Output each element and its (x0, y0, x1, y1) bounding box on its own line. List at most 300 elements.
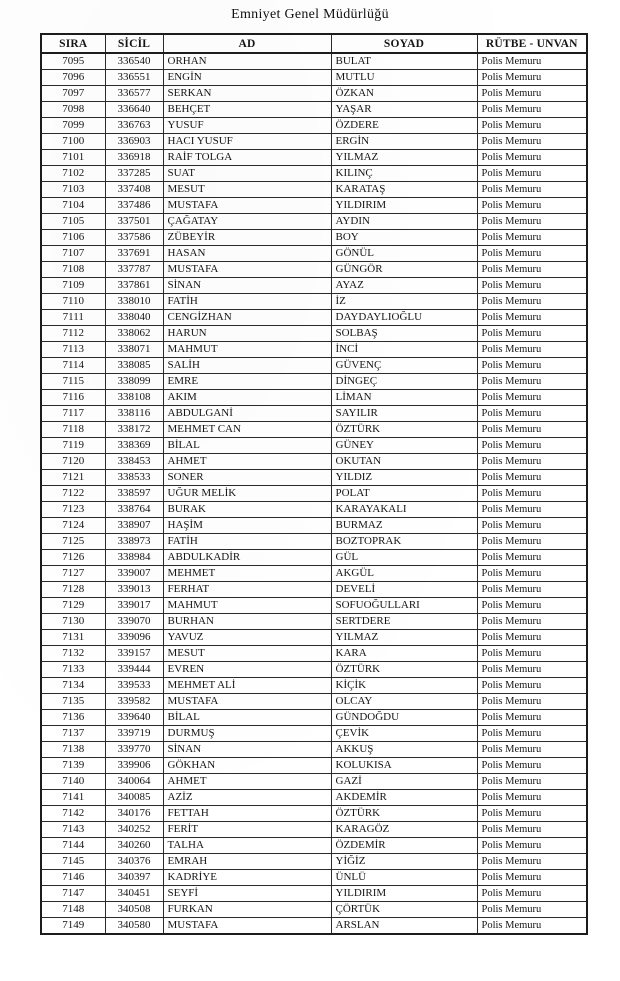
table-body (41, 53, 587, 934)
table-row (41, 470, 587, 486)
table-row (41, 53, 587, 70)
cell-sicil: 337408 (105, 182, 163, 198)
cell-soyad: ÖZTÜRK (331, 422, 477, 438)
cell-sicil: 337586 (105, 230, 163, 246)
cell-rutbe: Polis Memuru (477, 678, 587, 694)
table-row (41, 870, 587, 886)
cell-sira: 7114 (41, 358, 105, 374)
cell-sira: 7103 (41, 182, 105, 198)
table-row (41, 326, 587, 342)
cell-rutbe: Polis Memuru (477, 790, 587, 806)
cell-rutbe: Polis Memuru (477, 166, 587, 182)
cell-ad: AKIM (163, 390, 331, 406)
table-row (41, 278, 587, 294)
cell-sira: 7148 (41, 902, 105, 918)
column-header-sira: SIRA (41, 34, 105, 53)
cell-ad: AHMET (163, 774, 331, 790)
cell-soyad: ÇÖRTÜK (331, 902, 477, 918)
cell-ad: HARUN (163, 326, 331, 342)
cell-ad: GÖKHAN (163, 758, 331, 774)
cell-sira: 7142 (41, 806, 105, 822)
cell-ad: FATİH (163, 534, 331, 550)
cell-sicil: 339719 (105, 726, 163, 742)
cell-sicil: 340260 (105, 838, 163, 854)
cell-soyad: İZ (331, 294, 477, 310)
cell-soyad: SOLBAŞ (331, 326, 477, 342)
cell-soyad: OKUTAN (331, 454, 477, 470)
cell-soyad: BOZTOPRAK (331, 534, 477, 550)
table-row (41, 502, 587, 518)
table-row (41, 678, 587, 694)
cell-soyad: YILDIRIM (331, 198, 477, 214)
cell-rutbe: Polis Memuru (477, 918, 587, 935)
table-row (41, 918, 587, 935)
cell-sira: 7138 (41, 742, 105, 758)
cell-ad: FERHAT (163, 582, 331, 598)
cell-ad: SONER (163, 470, 331, 486)
cell-soyad: DİNGEÇ (331, 374, 477, 390)
cell-sira: 7127 (41, 566, 105, 582)
cell-ad: MEHMET (163, 566, 331, 582)
column-header-rutbe: RÜTBE - UNVAN (477, 34, 587, 53)
cell-sira: 7145 (41, 854, 105, 870)
cell-sira: 7095 (41, 53, 105, 70)
cell-ad: RAİF TOLGA (163, 150, 331, 166)
cell-rutbe: Polis Memuru (477, 326, 587, 342)
table-row (41, 246, 587, 262)
cell-sira: 7098 (41, 102, 105, 118)
cell-rutbe: Polis Memuru (477, 230, 587, 246)
cell-ad: ABDULKADİR (163, 550, 331, 566)
cell-rutbe: Polis Memuru (477, 406, 587, 422)
cell-sicil: 338453 (105, 454, 163, 470)
cell-ad: YUSUF (163, 118, 331, 134)
cell-sicil: 339533 (105, 678, 163, 694)
cell-soyad: KARATAŞ (331, 182, 477, 198)
cell-sicil: 340085 (105, 790, 163, 806)
table-row (41, 422, 587, 438)
cell-rutbe: Polis Memuru (477, 662, 587, 678)
table-row (41, 774, 587, 790)
table-row (41, 886, 587, 902)
cell-rutbe: Polis Memuru (477, 694, 587, 710)
cell-sira: 7121 (41, 470, 105, 486)
cell-soyad: AKGÜL (331, 566, 477, 582)
cell-sicil: 339906 (105, 758, 163, 774)
cell-ad: SUAT (163, 166, 331, 182)
table-row (41, 726, 587, 742)
cell-soyad: ÖZDEMİR (331, 838, 477, 854)
table-row (41, 182, 587, 198)
cell-sira: 7112 (41, 326, 105, 342)
cell-soyad: ÇEVİK (331, 726, 477, 742)
cell-rutbe: Polis Memuru (477, 102, 587, 118)
cell-sira: 7105 (41, 214, 105, 230)
cell-ad: YAVUZ (163, 630, 331, 646)
cell-sicil: 336640 (105, 102, 163, 118)
cell-rutbe: Polis Memuru (477, 534, 587, 550)
cell-sicil: 338116 (105, 406, 163, 422)
cell-sira: 7107 (41, 246, 105, 262)
cell-rutbe: Polis Memuru (477, 838, 587, 854)
cell-ad: FURKAN (163, 902, 331, 918)
cell-soyad: KILINÇ (331, 166, 477, 182)
cell-sicil: 340397 (105, 870, 163, 886)
cell-sicil: 339013 (105, 582, 163, 598)
cell-ad: SİNAN (163, 278, 331, 294)
cell-ad: MAHMUT (163, 342, 331, 358)
cell-sicil: 339582 (105, 694, 163, 710)
cell-rutbe: Polis Memuru (477, 70, 587, 86)
cell-ad: FERİT (163, 822, 331, 838)
cell-sicil: 339770 (105, 742, 163, 758)
cell-sicil: 337787 (105, 262, 163, 278)
cell-soyad: GÜL (331, 550, 477, 566)
cell-soyad: MUTLU (331, 70, 477, 86)
cell-rutbe: Polis Memuru (477, 374, 587, 390)
cell-soyad: ÖZDERE (331, 118, 477, 134)
cell-rutbe: Polis Memuru (477, 278, 587, 294)
cell-soyad: GÜNDOĞDU (331, 710, 477, 726)
table-row (41, 310, 587, 326)
cell-sira: 7144 (41, 838, 105, 854)
table-row (41, 854, 587, 870)
cell-sicil: 338973 (105, 534, 163, 550)
cell-rutbe: Polis Memuru (477, 870, 587, 886)
cell-sira: 7147 (41, 886, 105, 902)
table-row (41, 134, 587, 150)
cell-soyad: KARAYAKALI (331, 502, 477, 518)
cell-sira: 7135 (41, 694, 105, 710)
page-title: Emniyet Genel Müdürlüğü (231, 7, 389, 22)
table-row (41, 806, 587, 822)
table-row (41, 374, 587, 390)
cell-ad: ZÜBEYİR (163, 230, 331, 246)
cell-sicil: 340252 (105, 822, 163, 838)
cell-sicil: 337501 (105, 214, 163, 230)
table-row (41, 662, 587, 678)
cell-ad: ABDULGANİ (163, 406, 331, 422)
cell-sicil: 339444 (105, 662, 163, 678)
cell-ad: MUSTAFA (163, 262, 331, 278)
cell-sicil: 338907 (105, 518, 163, 534)
cell-soyad: ÖZKAN (331, 86, 477, 102)
cell-ad: MAHMUT (163, 598, 331, 614)
cell-rutbe: Polis Memuru (477, 774, 587, 790)
cell-soyad: OLCAY (331, 694, 477, 710)
cell-sira: 7133 (41, 662, 105, 678)
cell-rutbe: Polis Memuru (477, 486, 587, 502)
cell-sicil: 339096 (105, 630, 163, 646)
cell-sira: 7123 (41, 502, 105, 518)
cell-soyad: KARA (331, 646, 477, 662)
table-row (41, 294, 587, 310)
cell-sicil: 338764 (105, 502, 163, 518)
cell-rutbe: Polis Memuru (477, 566, 587, 582)
cell-sicil: 339070 (105, 614, 163, 630)
cell-sira: 7118 (41, 422, 105, 438)
table-row (41, 390, 587, 406)
cell-rutbe: Polis Memuru (477, 390, 587, 406)
table-row (41, 614, 587, 630)
table-row (41, 118, 587, 134)
cell-ad: AZİZ (163, 790, 331, 806)
cell-sira: 7096 (41, 70, 105, 86)
cell-ad: MUSTAFA (163, 694, 331, 710)
cell-sira: 7141 (41, 790, 105, 806)
cell-rutbe: Polis Memuru (477, 294, 587, 310)
column-header-ad: AD (163, 34, 331, 53)
cell-soyad: GÖNÜL (331, 246, 477, 262)
table-row (41, 758, 587, 774)
table-row (41, 630, 587, 646)
cell-rutbe: Polis Memuru (477, 358, 587, 374)
cell-sira: 7116 (41, 390, 105, 406)
cell-sira: 7106 (41, 230, 105, 246)
cell-ad: SALİH (163, 358, 331, 374)
cell-ad: ENGİN (163, 70, 331, 86)
table-row (41, 406, 587, 422)
cell-soyad: SOFUOĞULLARI (331, 598, 477, 614)
cell-soyad: AYDIN (331, 214, 477, 230)
table-row (41, 822, 587, 838)
table-row (41, 694, 587, 710)
cell-sicil: 340580 (105, 918, 163, 935)
cell-rutbe: Polis Memuru (477, 246, 587, 262)
cell-sira: 7131 (41, 630, 105, 646)
cell-sira: 7119 (41, 438, 105, 454)
cell-rutbe: Polis Memuru (477, 614, 587, 630)
cell-soyad: YİĞİZ (331, 854, 477, 870)
cell-sicil: 338597 (105, 486, 163, 502)
cell-sira: 7109 (41, 278, 105, 294)
cell-rutbe: Polis Memuru (477, 342, 587, 358)
cell-soyad: GÜVENÇ (331, 358, 477, 374)
cell-sicil: 338108 (105, 390, 163, 406)
cell-ad: EMRAH (163, 854, 331, 870)
cell-soyad: YILMAZ (331, 150, 477, 166)
cell-sicil: 340508 (105, 902, 163, 918)
cell-ad: BİLAL (163, 438, 331, 454)
cell-soyad: POLAT (331, 486, 477, 502)
cell-sira: 7113 (41, 342, 105, 358)
cell-soyad: DEVELİ (331, 582, 477, 598)
cell-sira: 7108 (41, 262, 105, 278)
cell-rutbe: Polis Memuru (477, 550, 587, 566)
cell-rutbe: Polis Memuru (477, 742, 587, 758)
cell-rutbe: Polis Memuru (477, 454, 587, 470)
cell-sira: 7125 (41, 534, 105, 550)
cell-soyad: KOLUKISA (331, 758, 477, 774)
cell-soyad: SERTDERE (331, 614, 477, 630)
cell-sicil: 338085 (105, 358, 163, 374)
cell-rutbe: Polis Memuru (477, 502, 587, 518)
cell-rutbe: Polis Memuru (477, 262, 587, 278)
cell-sira: 7111 (41, 310, 105, 326)
cell-sicil: 336577 (105, 86, 163, 102)
cell-soyad: İNCİ (331, 342, 477, 358)
cell-ad: BİLAL (163, 710, 331, 726)
table-row (41, 166, 587, 182)
table-row (41, 262, 587, 278)
cell-rutbe: Polis Memuru (477, 598, 587, 614)
cell-sicil: 337285 (105, 166, 163, 182)
cell-ad: FATİH (163, 294, 331, 310)
table-row (41, 342, 587, 358)
table-row (41, 646, 587, 662)
table-header-row (41, 34, 587, 53)
cell-sira: 7139 (41, 758, 105, 774)
table-row (41, 358, 587, 374)
cell-rutbe: Polis Memuru (477, 422, 587, 438)
cell-sicil: 339640 (105, 710, 163, 726)
cell-soyad: KİÇİK (331, 678, 477, 694)
cell-sicil: 338984 (105, 550, 163, 566)
cell-ad: UĞUR MELİK (163, 486, 331, 502)
cell-sicil: 340176 (105, 806, 163, 822)
cell-sira: 7130 (41, 614, 105, 630)
cell-ad: EVREN (163, 662, 331, 678)
cell-sira: 7146 (41, 870, 105, 886)
cell-sira: 7136 (41, 710, 105, 726)
cell-sicil: 338010 (105, 294, 163, 310)
cell-sicil: 337691 (105, 246, 163, 262)
cell-ad: ORHAN (163, 53, 331, 70)
cell-rutbe: Polis Memuru (477, 214, 587, 230)
cell-ad: AHMET (163, 454, 331, 470)
table-row (41, 534, 587, 550)
cell-ad: KADRİYE (163, 870, 331, 886)
cell-sicil: 336903 (105, 134, 163, 150)
cell-soyad: ÖZTÜRK (331, 662, 477, 678)
cell-sira: 7104 (41, 198, 105, 214)
cell-soyad: BULAT (331, 53, 477, 70)
table-row (41, 566, 587, 582)
table-row (41, 710, 587, 726)
cell-sira: 7126 (41, 550, 105, 566)
cell-ad: MUSTAFA (163, 198, 331, 214)
cell-ad: BEHÇET (163, 102, 331, 118)
cell-sicil: 339157 (105, 646, 163, 662)
cell-rutbe: Polis Memuru (477, 182, 587, 198)
table-row (41, 198, 587, 214)
cell-soyad: AYAZ (331, 278, 477, 294)
cell-soyad: KARAGÖZ (331, 822, 477, 838)
cell-sicil: 338040 (105, 310, 163, 326)
cell-soyad: GÜNGÖR (331, 262, 477, 278)
cell-soyad: BURMAZ (331, 518, 477, 534)
cell-sicil: 338062 (105, 326, 163, 342)
table-row (41, 214, 587, 230)
cell-rutbe: Polis Memuru (477, 886, 587, 902)
cell-rutbe: Polis Memuru (477, 726, 587, 742)
cell-rutbe: Polis Memuru (477, 854, 587, 870)
cell-sicil: 336763 (105, 118, 163, 134)
table-row (41, 790, 587, 806)
table-row (41, 582, 587, 598)
cell-sira: 7124 (41, 518, 105, 534)
table-row (41, 102, 587, 118)
cell-soyad: GAZİ (331, 774, 477, 790)
cell-rutbe: Polis Memuru (477, 758, 587, 774)
cell-rutbe: Polis Memuru (477, 310, 587, 326)
cell-ad: MUSTAFA (163, 918, 331, 935)
cell-ad: HASAN (163, 246, 331, 262)
cell-soyad: ÜNLÜ (331, 870, 477, 886)
cell-ad: FETTAH (163, 806, 331, 822)
cell-sira: 7140 (41, 774, 105, 790)
cell-soyad: DAYDAYLIOĞLU (331, 310, 477, 326)
cell-soyad: AKDEMİR (331, 790, 477, 806)
cell-sira: 7129 (41, 598, 105, 614)
table-row (41, 70, 587, 86)
cell-rutbe: Polis Memuru (477, 582, 587, 598)
table-row (41, 454, 587, 470)
cell-sicil: 336918 (105, 150, 163, 166)
cell-sira: 7137 (41, 726, 105, 742)
cell-sicil: 338099 (105, 374, 163, 390)
cell-ad: BURAK (163, 502, 331, 518)
cell-sira: 7097 (41, 86, 105, 102)
cell-ad: BURHAN (163, 614, 331, 630)
table-row (41, 598, 587, 614)
cell-rutbe: Polis Memuru (477, 438, 587, 454)
cell-rutbe: Polis Memuru (477, 646, 587, 662)
cell-sicil: 340064 (105, 774, 163, 790)
cell-soyad: ARSLAN (331, 918, 477, 935)
cell-ad: MESUT (163, 182, 331, 198)
cell-rutbe: Polis Memuru (477, 150, 587, 166)
cell-ad: HACI YUSUF (163, 134, 331, 150)
cell-sicil: 337861 (105, 278, 163, 294)
cell-ad: TALHA (163, 838, 331, 854)
cell-ad: EMRE (163, 374, 331, 390)
cell-soyad: YILDIZ (331, 470, 477, 486)
table-row (41, 438, 587, 454)
cell-sicil: 339017 (105, 598, 163, 614)
cell-sira: 7128 (41, 582, 105, 598)
cell-soyad: BOY (331, 230, 477, 246)
cell-soyad: YILMAZ (331, 630, 477, 646)
cell-sira: 7149 (41, 918, 105, 935)
cell-sira: 7100 (41, 134, 105, 150)
cell-ad: SERKAN (163, 86, 331, 102)
table-row (41, 742, 587, 758)
cell-ad: SİNAN (163, 742, 331, 758)
cell-sira: 7122 (41, 486, 105, 502)
personnel-table (40, 33, 588, 935)
cell-ad: SEYFİ (163, 886, 331, 902)
cell-sicil: 337486 (105, 198, 163, 214)
cell-sicil: 338369 (105, 438, 163, 454)
cell-sira: 7102 (41, 166, 105, 182)
table-row (41, 838, 587, 854)
cell-ad: MESUT (163, 646, 331, 662)
cell-rutbe: Polis Memuru (477, 902, 587, 918)
cell-soyad: YILDIRIM (331, 886, 477, 902)
cell-rutbe: Polis Memuru (477, 806, 587, 822)
cell-sicil: 339007 (105, 566, 163, 582)
cell-sira: 7099 (41, 118, 105, 134)
cell-sira: 7134 (41, 678, 105, 694)
cell-ad: MEHMET CAN (163, 422, 331, 438)
column-header-soyad: SOYAD (331, 34, 477, 53)
cell-rutbe: Polis Memuru (477, 518, 587, 534)
cell-soyad: SAYILIR (331, 406, 477, 422)
table-row (41, 550, 587, 566)
cell-ad: CENGİZHAN (163, 310, 331, 326)
table-row (41, 486, 587, 502)
